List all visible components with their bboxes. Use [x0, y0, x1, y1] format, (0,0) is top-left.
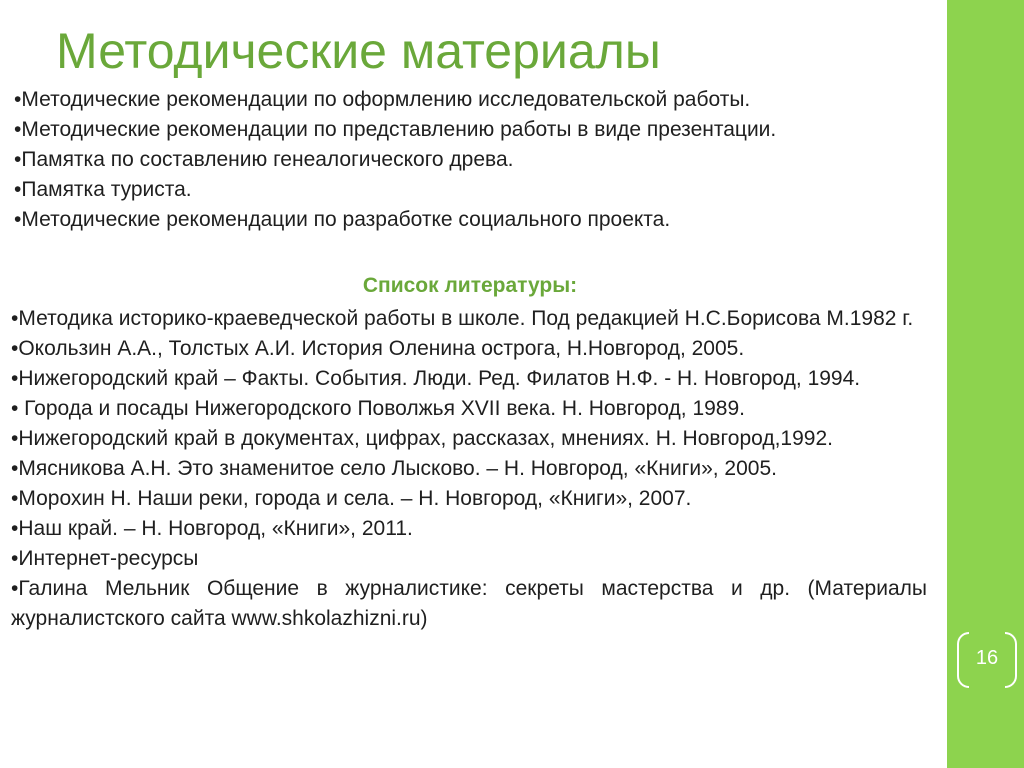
list-item: •Методические рекомендации по разработке социального проекта. — [14, 208, 671, 231]
bracket-left-icon — [957, 632, 969, 688]
reference-item: •Окользин А.А., Толстых А.И. История Оленина острога, Н.Новгород, 2005. — [11, 337, 745, 360]
reference-item: •Мясникова А.Н. Это знаменитое село Лысково. – Н. Новгород, «Книги», 2005. — [11, 457, 777, 480]
reference-item: •Нижегородский край в документах, цифрах, рассказах, мнениях. Н. Новгород,1992. — [11, 427, 833, 450]
page-number: 16 — [975, 646, 999, 669]
bracket-right-icon — [1005, 632, 1017, 688]
slide-title: Методические материалы — [56, 23, 661, 79]
list-item: •Памятка туриста. — [14, 178, 192, 201]
references-heading: Список литературы: — [362, 274, 578, 297]
reference-item: •Методика историко-краеведческой работы в школе. Под редакцией Н.С.Борисова М.1982 г. — [11, 307, 914, 330]
list-item: •Памятка по составлению генеалогического древа. — [14, 148, 514, 171]
list-item: •Методические рекомендации по оформлению исследовательской работы. — [14, 88, 751, 111]
reference-item: •Наш край. – Н. Новгород, «Книги», 2011. — [11, 517, 413, 540]
list-item: •Методические рекомендации по представлению работы в виде презентации. — [14, 118, 777, 141]
reference-item: •Интернет-ресурсы — [11, 547, 199, 570]
reference-item: •Нижегородский край – Факты. События. Люди. Ред. Филатов Н.Ф. - Н. Новгород, 1994. — [11, 367, 861, 390]
reference-item: •Морохин Н. Наши реки, города и села. – Н. Новгород, «Книги», 2007. — [11, 487, 692, 510]
page-number-badge — [955, 628, 1019, 688]
materials-list — [14, 85, 934, 235]
references-list — [11, 304, 927, 634]
reference-item: • Города и посады Нижегородского Поволжья XVII века. Н. Новгород, 1989. — [11, 397, 745, 420]
reference-item: •Галина Мельник Общение в журналистике: секреты мастерства и др. (Материалы журналистского сайта www.shkolazhizni.ru) — [11, 577, 927, 630]
